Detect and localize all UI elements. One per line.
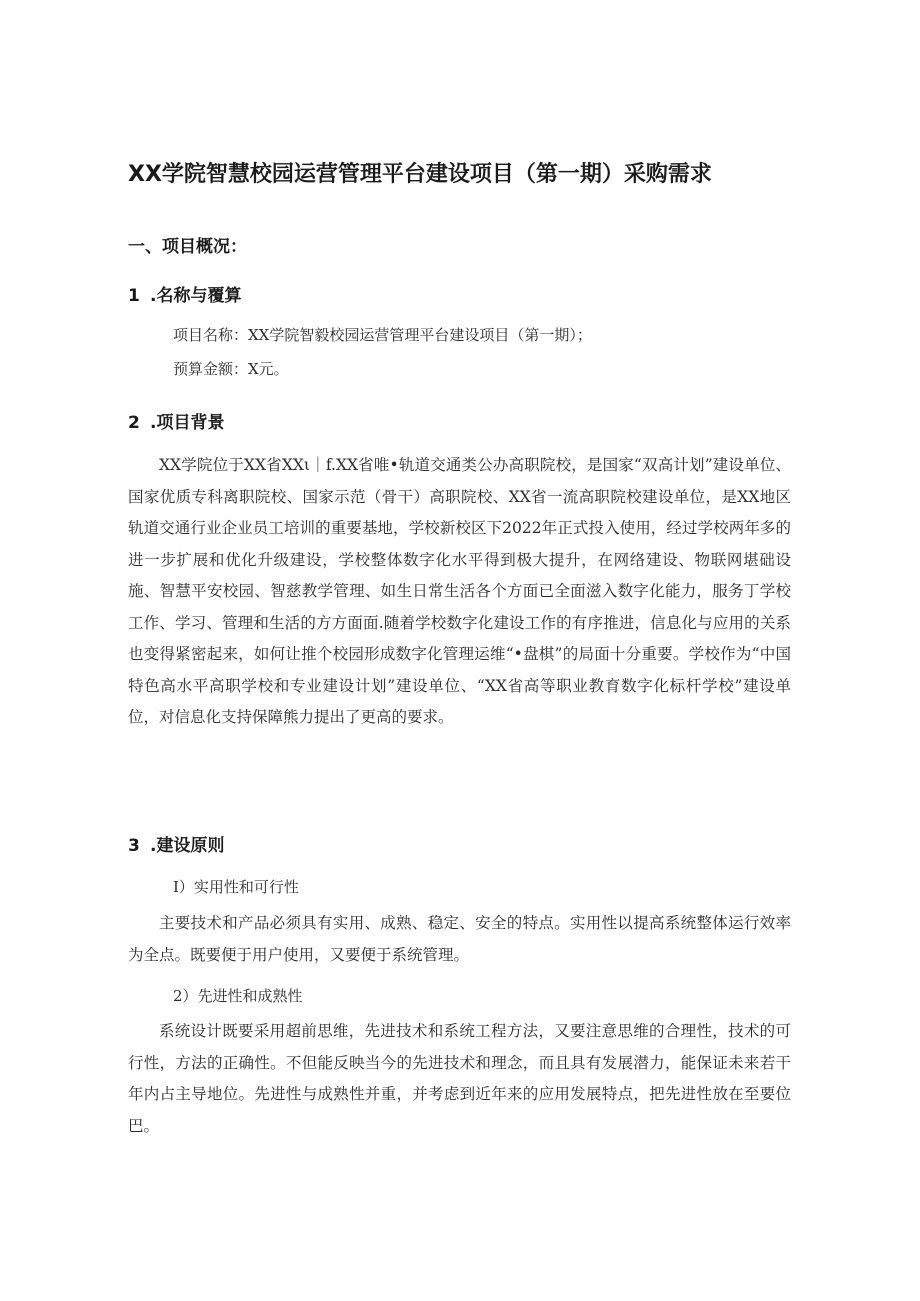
section-heading-overview: 一、项目概况：: [128, 237, 247, 257]
document-title: XX学院智慧校园运营管理平台建设项目（第一期）采购需求: [128, 162, 712, 187]
subsection-heading-principles: [128, 831, 224, 856]
principle-2-text: 系统设计既要采用超前思维，先进技术和系统工程方法，又要注意思维的合理性，技术的可行性，方法的正确性。不但能反映当今的先进技术和理念，而且具有发展潜力，能保证未来若干年内占主导地位。先进性与成熟性并重，并考虑到近年来的应用发展特点，把先进性放在至要位巴。: [128, 1022, 791, 1135]
principle-2-title: 2）先进性和成熟性: [173, 987, 303, 1005]
subsection-number: 2: [128, 413, 140, 433]
project-name-line: 项目名称：XX学院智毅校园运营管理平台建设项目（第一期）；: [173, 326, 592, 344]
subsection-heading-background: [128, 408, 224, 433]
subsection-number: 1: [128, 286, 140, 306]
subsection-title: .名称与覆算: [150, 286, 242, 306]
subsection-heading-name-budget: [128, 281, 241, 306]
principle-1-title: I）实用性和可行性: [173, 878, 299, 896]
subsection-title: .建设原则: [150, 836, 225, 856]
subsection-title: .项目背景: [150, 413, 225, 433]
background-paragraph: XX学院位于XX省XXι｜f.XX省唯•轨道交通类公办高职院校，是国家“双高计划”建设单位、国家优质专科离职院校、国家示范（骨干）高职院校、XX省一流高职院校建设单位，是XX地区轨道交通行业企业员工培训的重要基地，学校新校区下2022年正式投入使用，经过学校两年多的进一步扩展和优化升级建设，学校整体数字化水平得到极大提升，在网络建设、物联网堪础设施、智慧平安校园、智慈教学管理、如生日常生活各个方面已全面滋入数字化能力，服务丁学校工作、学习、管理和生活的方方面面.随着学校数字化建设工作的有序推进，信息化与应用的关系也变得紧密起来，如何让推个校园形成数字化管理运维“•盘棋”的局面十分重要。学校作为“中国特色高水平高职学校和专业建设计划”建设单位、“XX省高等职业教育数字化标杆学校”建设单位，对信息化支持保障熊力提出了更高的要求。: [128, 456, 791, 726]
subsection-number: 3: [128, 836, 140, 856]
budget-line: 预算金额：X元。: [173, 360, 289, 378]
principle-1-text: 主要技术和产品必须具有实用、成熟、稳定、安全的特点。实用性以提高系统整体运行效率为全点。既要便于用户使用，又要便于系统管理。: [128, 914, 791, 964]
